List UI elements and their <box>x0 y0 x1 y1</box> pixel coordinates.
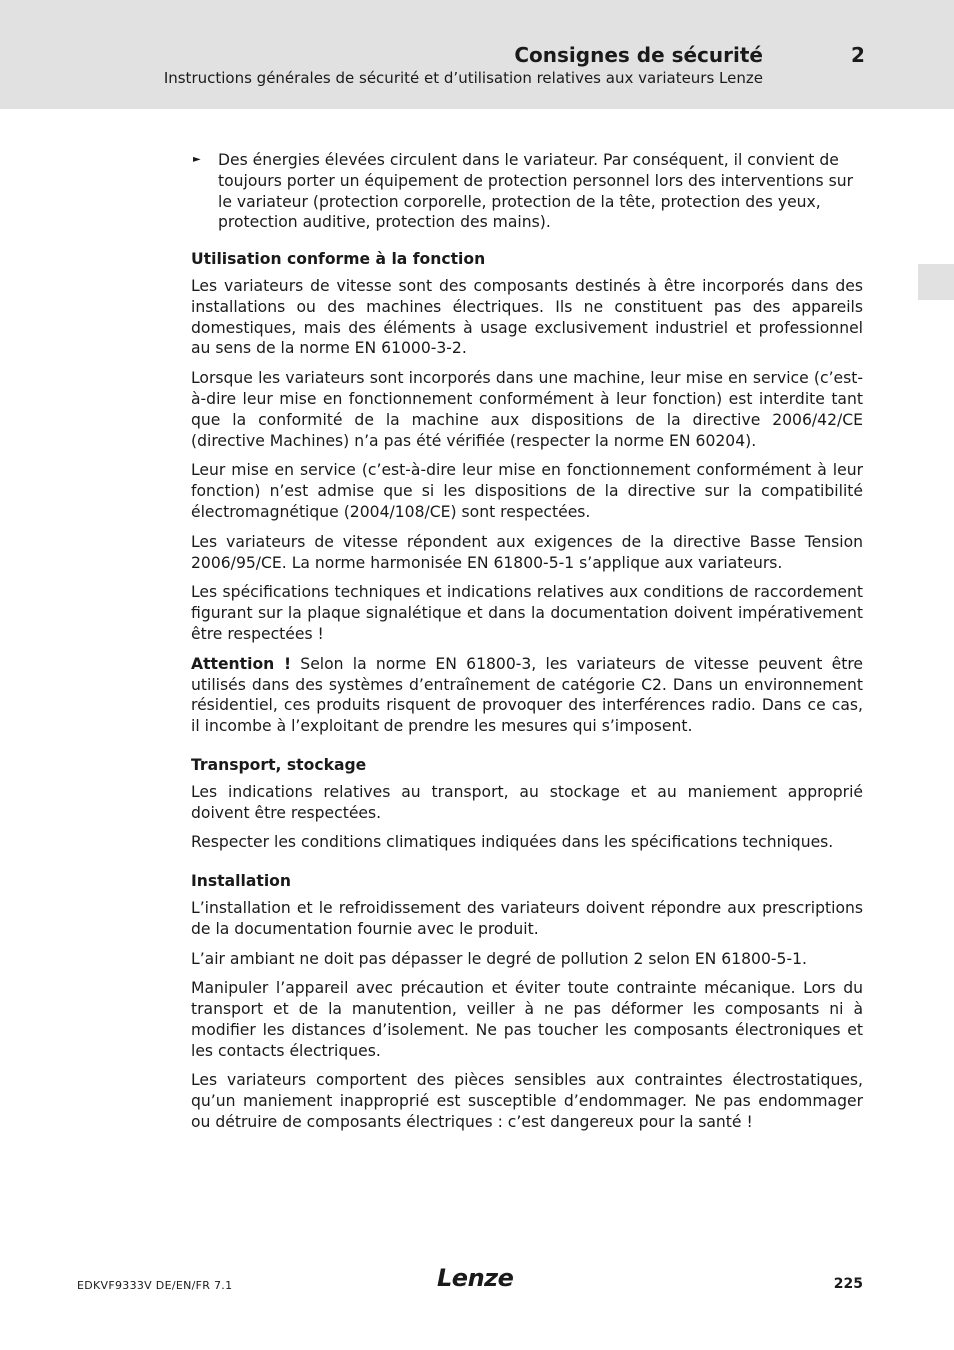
paragraph: Respecter les conditions climatiques indiquées dans les spécifications techniques. <box>191 833 834 852</box>
paragraph: Les variateurs comportent des pièces sensibles aux contraintes électrostatiques, qu’un maniement inapproprié est susceptible d’endommager. Ne pas endommager ou détruire de composants électriques : c’est dangereux pour la santé ! <box>191 1071 863 1132</box>
chapter-number: 2 <box>851 43 865 67</box>
header-band <box>0 0 954 109</box>
document-body <box>191 150 863 1142</box>
paragraph: Leur mise en service (c’est-à-dire leur mise en fonctionnement conformément à leur fonction) n’est admise que si les dispositions de la directive sur la compatibilité électromagnétique (2004/108/CE) sont respectées. <box>191 461 863 521</box>
section-heading-transport: Transport, stockage <box>191 755 367 774</box>
attention-text: Selon la norme EN 61800-3, les variateurs de vitesse peuvent être utilisés dans des systèmes d’entraînement de catégorie C2. Dans un environnement résidentiel, ces produits risquent de provoquer des interférences radio. Dans ce cas, il incombe à l’exploitant de prendre les mesures qui s’imposent. <box>191 654 863 736</box>
section-heading-use: Utilisation conforme à la fonction <box>191 250 486 269</box>
bullet-arrow-icon: ► <box>193 154 201 165</box>
paragraph: Manipuler l’appareil avec précaution et éviter toute contrainte mécanique. Lors du transport et de la manutention, veiller à ne pas déformer les composants ni à modifier les distances d’isolement. Ne pas toucher les composants électroniques et les contacts électriques. <box>191 979 863 1060</box>
paragraph: Les variateurs de vitesse sont des composants destinés à être incorporés dans des installations ou des machines électriques. Ils ne constituent pas des appareils domestiques, mais des éléments à usage exclusivement industriel et professionnel au sens de la norme EN 61000-3-2. <box>191 276 863 358</box>
section-heading-installation: Installation <box>191 872 291 891</box>
page-title: Consignes de sécurité <box>514 43 763 67</box>
attention-paragraph <box>191 654 863 737</box>
paragraph: Les indications relatives au transport, au stockage et au maniement approprié doivent être respectées. <box>191 782 863 822</box>
paragraph: Lorsque les variateurs sont incorporés dans une machine, leur mise en service (c’est-à-dire leur mise en fonctionnement conformément à leur fonction) est interdite tant que la conformité de la machine aux dispositions de la directive 2006/42/CE (directive Machines) n’a pas été vérifiée (respecter la norme EN 60204). <box>191 369 863 450</box>
paragraph: Les spécifications techniques et indications relatives aux conditions de raccordement figurant sur la plaque signalétique et dans la documentation doivent impérativement être respectées ! <box>191 583 863 643</box>
paragraph: L’air ambiant ne doit pas dépasser le degré de pollution 2 selon EN 61800-5-1. <box>191 949 807 968</box>
document-id: EDKVF9333V DE/EN/FR 7.1 <box>77 1279 233 1292</box>
paragraph: Les variateurs de vitesse répondent aux exigences de la directive Basse Tension 2006/95/CE. La norme harmonisée EN 61800-5-1 s’applique aux variateurs. <box>191 532 863 572</box>
paragraph: L’installation et le refroidissement des variateurs doivent répondre aux prescriptions de la documentation fournie avec le produit. <box>191 898 863 938</box>
lenze-logo: Lenze <box>437 1264 514 1292</box>
attention-label: Attention ! <box>191 654 292 673</box>
page-subtitle: Instructions générales de sécurité et d’utilisation relatives aux variateurs Lenze <box>163 69 763 87</box>
chapter-side-tab <box>918 264 954 300</box>
page-number: 225 <box>833 1276 863 1292</box>
bullet-text: Des énergies élevées circulent dans le variateur. Par conséquent, il convient de toujours porter un équipement de protection personnel lors des interventions sur le variateur (protection corporelle, protection de la tête, protection des yeux, protection auditive, protection des mains). <box>218 151 854 232</box>
bullet-item <box>191 150 863 233</box>
